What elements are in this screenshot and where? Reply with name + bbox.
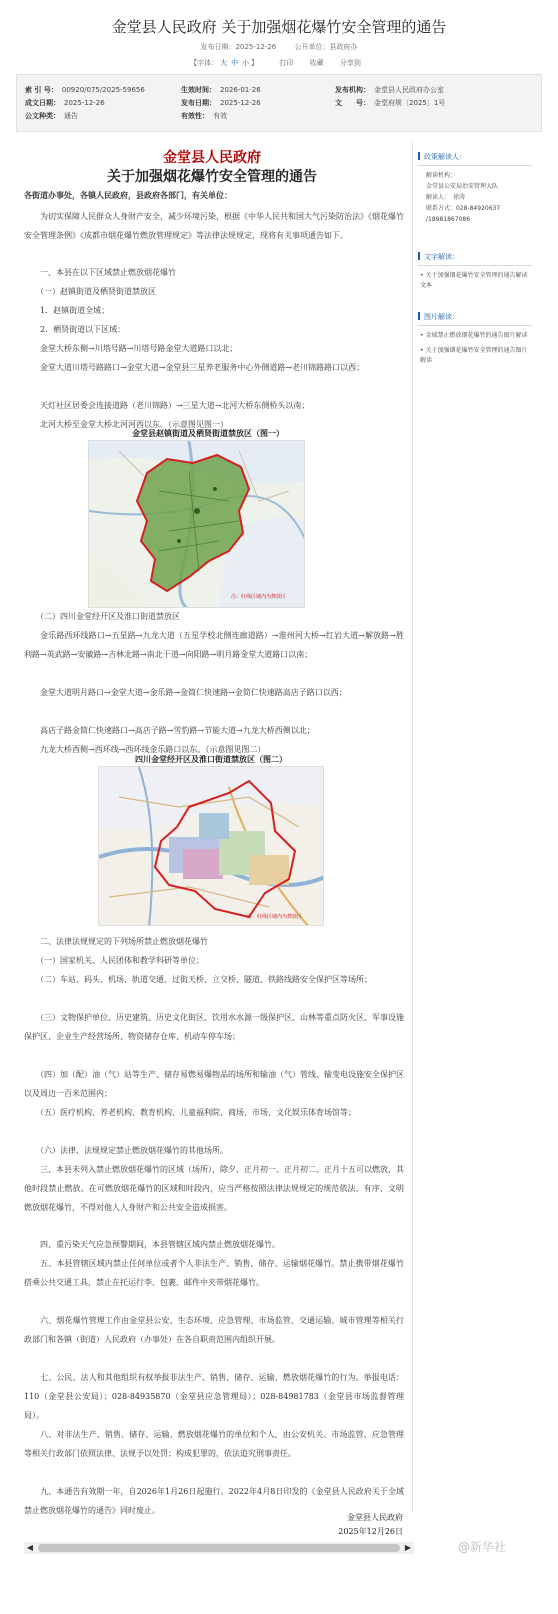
created-label: 成文日期： bbox=[25, 99, 60, 107]
favorite-button[interactable]: 收藏 bbox=[309, 59, 324, 67]
intro-paragraph: 为切实保障人民群众人身财产安全，减少环境污染，根据《中华人民共和国大气污染防治法》《烟花爆竹安全管理条例》《成都市烟花爆竹燃放管理规定》等法律法规规定，现将有关事项通告如下。 bbox=[24, 212, 404, 240]
doc-number bbox=[335, 98, 445, 108]
issuing-org bbox=[335, 85, 444, 95]
map-2-note: 注：红线区域内为禁放区 bbox=[247, 914, 303, 920]
paragraph: 金堂大桥东侧→川塔号路→川塔号路金堂大道路口以北； bbox=[24, 344, 238, 353]
section-5-paragraph: 五、本县管辖区域内禁止任何单位或者个人非法生产、销售、储存、运输烟花爆竹。禁止携带烟花爆竹搭乘公共交通工具，禁止在托运行李、包裹、邮件中夹带烟花爆竹。 bbox=[24, 1259, 404, 1287]
picture-interpretation-block bbox=[418, 312, 532, 366]
font-end: 】 bbox=[251, 59, 259, 67]
text-interpretation-heading bbox=[418, 252, 532, 266]
effective-label: 生效时间： bbox=[181, 86, 216, 94]
print-button[interactable]: 打印 bbox=[279, 59, 294, 67]
document-info-box bbox=[16, 74, 542, 132]
heading-bar-icon bbox=[418, 252, 420, 260]
publish-date: 发布日期：2025-12-26 bbox=[200, 43, 277, 51]
created-value: 2025-12-26 bbox=[64, 99, 105, 107]
map-1-note: 注：红线区域内为禁放区 bbox=[231, 594, 287, 600]
signature-date: 2025年12月26日 bbox=[338, 1527, 403, 1536]
doc-label: 文 号： bbox=[335, 99, 370, 107]
page-title: 金堂县人民政府 关于加强烟花爆竹安全管理的通告 bbox=[111, 18, 447, 36]
effective-time bbox=[181, 85, 261, 95]
font-size-control bbox=[190, 59, 258, 67]
scroll-right-arrow-icon[interactable]: ▶ bbox=[404, 1543, 412, 1552]
paragraph: （六）法律、法规规定禁止燃放烟花爆竹的其他场所。 bbox=[24, 1146, 228, 1155]
text-interpretation-block bbox=[418, 252, 532, 291]
released-value: 2025-12-26 bbox=[220, 99, 261, 107]
share-button[interactable]: 分享到 bbox=[339, 59, 361, 67]
section-4-paragraph: 四、重污染天气应急预警期间，本县管辖区域内禁止燃放烟花爆竹。 bbox=[24, 1240, 280, 1249]
font-medium-button[interactable]: 中 bbox=[231, 59, 239, 67]
effective-value: 2026-01-26 bbox=[220, 86, 261, 94]
paragraph: 天灯社区居委会连接道路（老川锦路）→三星大道→北河大桥东侧桥头以南； bbox=[24, 401, 310, 410]
text-interpretation-link[interactable]: • 关于加强烟花爆竹安全管理的通告解读文本 bbox=[420, 272, 528, 289]
paragraph: （三）文物保护单位、历史建筑、历史文化街区、饮用水水源一级保护区、山林等重点防火区、军事设施保护区、企业生产经营场所、物资储存仓库、机动车停车场； bbox=[24, 1013, 404, 1041]
released-date bbox=[181, 98, 261, 108]
info-row bbox=[17, 85, 541, 97]
section-1-1-heading: （一）赵镇街道及栖贤街道禁放区 bbox=[24, 287, 156, 296]
paragraph: （五）医疗机构、养老机构、教育机构、儿童福利院、商场、市场、文化娱乐体育场馆等； bbox=[24, 1108, 356, 1117]
interpreter-phone: 联系方式：028-84920637 bbox=[426, 205, 501, 212]
watermark: @新华社 bbox=[458, 1540, 507, 1554]
map-1-image bbox=[88, 440, 305, 608]
validity-label: 有效性： bbox=[181, 112, 209, 120]
heading-bar-icon bbox=[418, 312, 420, 320]
map-1-drawing bbox=[89, 441, 305, 608]
validity bbox=[181, 111, 227, 121]
paragraph: 金乐路西环线路口→五星路→九龙大道（五星学校北侧连廊道路）→淮州河大桥→红岩大道→解放路→胜利路→英武路→安徽路→吉林北路→南北干道→向阳路→明月路金堂大道路口以南； bbox=[24, 631, 404, 659]
greeting: 各街道办事处，各镇人民政府，县政府各部门，有关单位： bbox=[24, 190, 232, 200]
doc-title-issuer: 金堂县人民政府 bbox=[163, 150, 261, 166]
font-label: 【字体： bbox=[190, 59, 219, 67]
scroll-left-arrow-icon[interactable]: ◀ bbox=[26, 1543, 34, 1552]
type-label: 公文种类： bbox=[25, 112, 60, 120]
paragraph: 2．栖贤街道以下区域： bbox=[24, 325, 126, 334]
interpreter-person: 解读人： 徐涛 bbox=[426, 194, 466, 201]
paragraph: 高店子路金简仁快速路口→高店子路→雪豹路→节能大道→九龙大桥西侧以北； bbox=[24, 726, 315, 735]
doc-title-subject: 关于加强烟花爆竹安全管理的通告 bbox=[107, 169, 317, 185]
paragraph: 金堂大道川塔号路路口→金堂大道→金堂县三星养老服务中心外侧道路→老川锦路路口以西； bbox=[24, 363, 365, 372]
org-value: 金堂县人民政府办公室 bbox=[374, 86, 444, 94]
picture-interpretation-link[interactable]: • 金域禁止燃放烟花爆竹的通告图片解读 bbox=[420, 332, 528, 339]
interpreter-org: 金堂县公安局治安管理大队 bbox=[426, 183, 499, 190]
signature-org: 金堂县人民政府 bbox=[347, 1513, 403, 1522]
scrollbar-thumb[interactable] bbox=[38, 1544, 400, 1552]
font-large-button[interactable]: 大 bbox=[220, 59, 228, 67]
org-label: 发布机构： bbox=[335, 86, 370, 94]
section-3-paragraph: 三、本县未列入禁止燃放烟花爆竹的区域（场所），除夕、正月初一、正月初二、正月十五可以燃放，其他时段禁止燃放。在可燃放烟花爆竹的区域和时段内，应当严格按照法律法规规定的规范依法、有序、文明燃放烟花爆竹，不得对他人人身财产和公共安全造成损害。 bbox=[24, 1165, 404, 1212]
publish-unit: 公开单位：县政府办 bbox=[294, 43, 358, 51]
column-divider bbox=[412, 142, 413, 1512]
map-2-drawing bbox=[99, 767, 324, 926]
policy-interpreter-block bbox=[418, 152, 532, 225]
interpreter-info bbox=[418, 170, 532, 225]
info-row bbox=[17, 111, 541, 123]
tools-line bbox=[0, 58, 558, 68]
picture-interpretation-link[interactable]: • 关于加强烟花爆竹安全管理的通告图片解读 bbox=[420, 347, 528, 364]
paragraph: （四）加（配）油（气）站等生产、储存易燃易爆物品的场所和输油（气）管线、输变电设施安全保护区以及周边一百米范围内； bbox=[24, 1070, 404, 1098]
policy-interpreter-label: 政策解读人： bbox=[424, 153, 466, 161]
section-1-2-heading: （二）四川金堂经开区及淮口街道禁放区 bbox=[24, 612, 180, 621]
index-label: 索 引 号： bbox=[25, 86, 58, 94]
info-row bbox=[17, 98, 541, 110]
paragraph: （一）国家机关、人民团体和教学科研等单位； bbox=[24, 956, 204, 965]
paragraph: 1．赵镇街道全域； bbox=[24, 306, 110, 315]
section-6-paragraph: 六、烟花爆竹管理工作由金堂县公安、生态环境、应急管理、市场监管、交通运输、城市管理等相关行政部门和各镇（街道）人民政府（办事处）在各自职责范围内组织开展。 bbox=[24, 1316, 404, 1344]
section-9-paragraph: 九、本通告有效期一年，自2026年1月26日起施行。2022年4月8日印发的《金堂县人民政府关于全域禁止燃放烟花爆竹的通告》同时废止。 bbox=[24, 1487, 404, 1515]
section-7-paragraph: 七、公民、法人和其他组织有权举报非法生产、销售、储存、运输、燃放烟花爆竹的行为。举报电话：110（金堂县公安局）；028-84935870（金堂县应急管理局）；028-84981783（金堂县市场监督管理局）。 bbox=[24, 1373, 404, 1420]
index-number bbox=[25, 85, 145, 95]
map-2-image bbox=[98, 766, 324, 926]
paragraph: （二）车站、码头、机场、轨道交通、过街天桥、立交桥、隧道、铁路线路安全保护区等场所； bbox=[24, 975, 372, 984]
heading-bar-icon bbox=[418, 152, 420, 160]
interpreter-mobile: /18981867086 bbox=[426, 216, 471, 223]
type-value: 通告 bbox=[64, 112, 78, 120]
section-2-heading: 二、法律法规规定的下列场所禁止燃放烟花爆竹 bbox=[24, 937, 208, 946]
released-label: 发布日期： bbox=[181, 99, 216, 107]
doc-type bbox=[25, 111, 78, 121]
validity-value: 有效 bbox=[213, 112, 227, 120]
map-1-caption: 金堂县赵镇街道及栖贤街道禁放区（图一） bbox=[132, 429, 284, 438]
policy-interpreter-heading bbox=[418, 152, 532, 166]
picture-interpretation-label: 图片解读： bbox=[424, 313, 459, 321]
index-value: 00920/075/2025-59656 bbox=[61, 86, 145, 94]
font-small-button[interactable]: 小 bbox=[242, 59, 250, 67]
section-8-paragraph: 八、对非法生产、销售、储存、运输、燃放烟花爆竹的单位和个人，由公安机关、市场监管、应急管理等相关行政部门依照法律、法规予以处罚；构成犯罪的，依法追究刑事责任。 bbox=[24, 1430, 404, 1458]
paragraph: 九龙大桥西侧→西环线→西环线金乐路口以东。（示意图见图二） bbox=[24, 745, 266, 754]
meta-line bbox=[0, 42, 558, 52]
text-interpretation-label: 文字解读： bbox=[424, 253, 459, 261]
section-1-heading: 一、本县在以下区域禁止燃放烟花爆竹 bbox=[24, 268, 176, 277]
picture-interpretation-heading bbox=[418, 312, 532, 326]
paragraph: 金堂大道明月路口→金堂大道→金乐路→金简仁快速路→金简仁快速路高店子路口以西； bbox=[24, 688, 347, 697]
horizontal-scrollbar[interactable] bbox=[24, 1542, 414, 1554]
interpreter-org-label: 解读机构： bbox=[426, 172, 457, 179]
doc-value: 金堂府规〔2025〕1号 bbox=[374, 99, 446, 107]
created-date bbox=[25, 98, 105, 108]
map-2-caption: 四川金堂经开区及淮口街道禁放区（图二） bbox=[135, 755, 287, 764]
paragraph: 北河大桥至金堂大桥北河河西以东。（示意图见图一） bbox=[24, 420, 228, 429]
